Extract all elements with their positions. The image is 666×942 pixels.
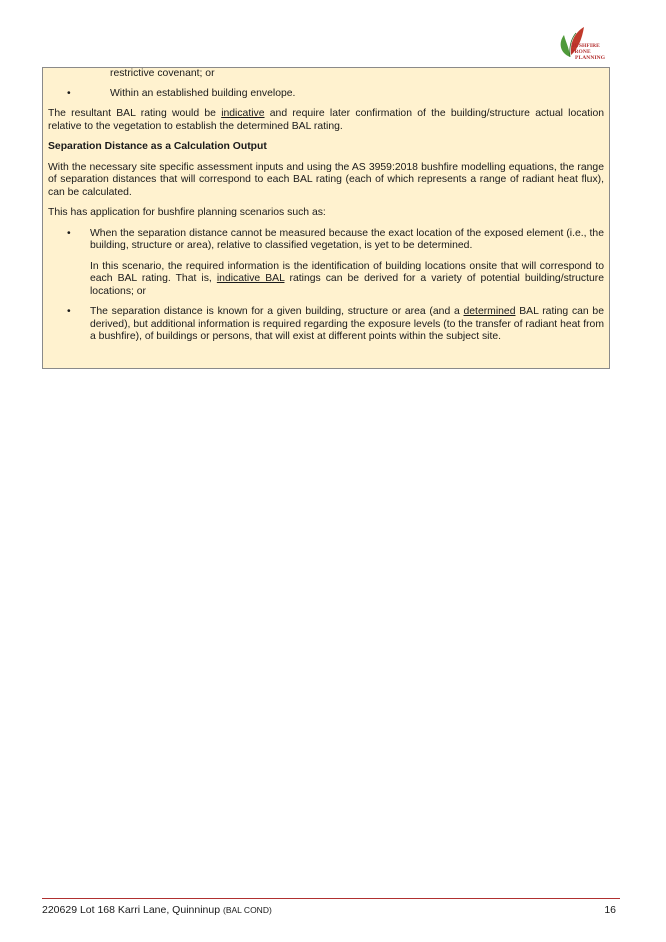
info-box	[42, 67, 610, 369]
page-number: 16	[604, 904, 616, 916]
section-heading: Separation Distance as a Calculation Output	[48, 141, 267, 152]
list-item	[48, 228, 604, 253]
paragraph-text: ratings can be derived for a variety of potential building/structure locations; or	[90, 273, 605, 297]
paragraph	[48, 108, 604, 133]
underlined-term: determined	[463, 306, 516, 317]
bullet-icon: •	[67, 227, 71, 239]
paragraph-text: The resultant BAL rating would be	[48, 108, 222, 119]
list-item-text	[90, 306, 604, 342]
underlined-term: indicative	[221, 108, 265, 119]
list-item	[48, 306, 604, 344]
list-item-text: When the separation distance cannot be measured because the exact location of the exposed element (i.e., the building, structure or area), relative to classified vegetation, is yet to be determined.	[90, 227, 604, 251]
bushfire-prone-planning-logo	[556, 25, 618, 61]
page-footer	[42, 898, 620, 916]
paragraph-text: The separation distance is known for a given building, structure or area (and a	[90, 306, 464, 317]
continued-line: restrictive covenant; or	[110, 68, 215, 79]
bullet-icon: •	[67, 87, 71, 99]
logo-text-line2: PLANNING	[575, 55, 606, 61]
paragraph: With the necessary site specific assessment inputs and using the AS 3959:2018 bushfire modelling equations, the range of separation distances that will correspond to each BAL rating (each of which represents a range of radiant heat flux), can be calculated.	[48, 161, 604, 198]
list-item-text: Within an established building envelope.	[110, 87, 296, 99]
paragraph-text: and require later confirmation of the building/structure actual location relative to the vegetation to establish the determined BAL rating.	[48, 108, 604, 132]
document-reference-suffix: (BAL COND)	[222, 905, 272, 915]
logo-text-line1: BUSHFIRE PRONE	[571, 43, 600, 55]
list-item	[48, 88, 604, 101]
bullet-icon: •	[67, 306, 71, 317]
paragraph: This has application for bushfire planning scenarios such as:	[48, 207, 326, 218]
paragraph-text: BAL rating can be derived), but additional information is required regarding the exposure levels (to the transfer of radiant heat from a bushfire), of buildings or persons, that will exist at different points within the subject site.	[90, 306, 604, 342]
document-reference: 220629 Lot 168 Karri Lane, Quinninup	[42, 904, 223, 916]
paragraph-text: In this scenario, the required information is the identification of building locations onsite that will correspond to each BAL rating. That is,	[90, 260, 604, 284]
underlined-term: indicative BAL	[216, 273, 285, 284]
list-item-subparagraph	[48, 261, 604, 299]
